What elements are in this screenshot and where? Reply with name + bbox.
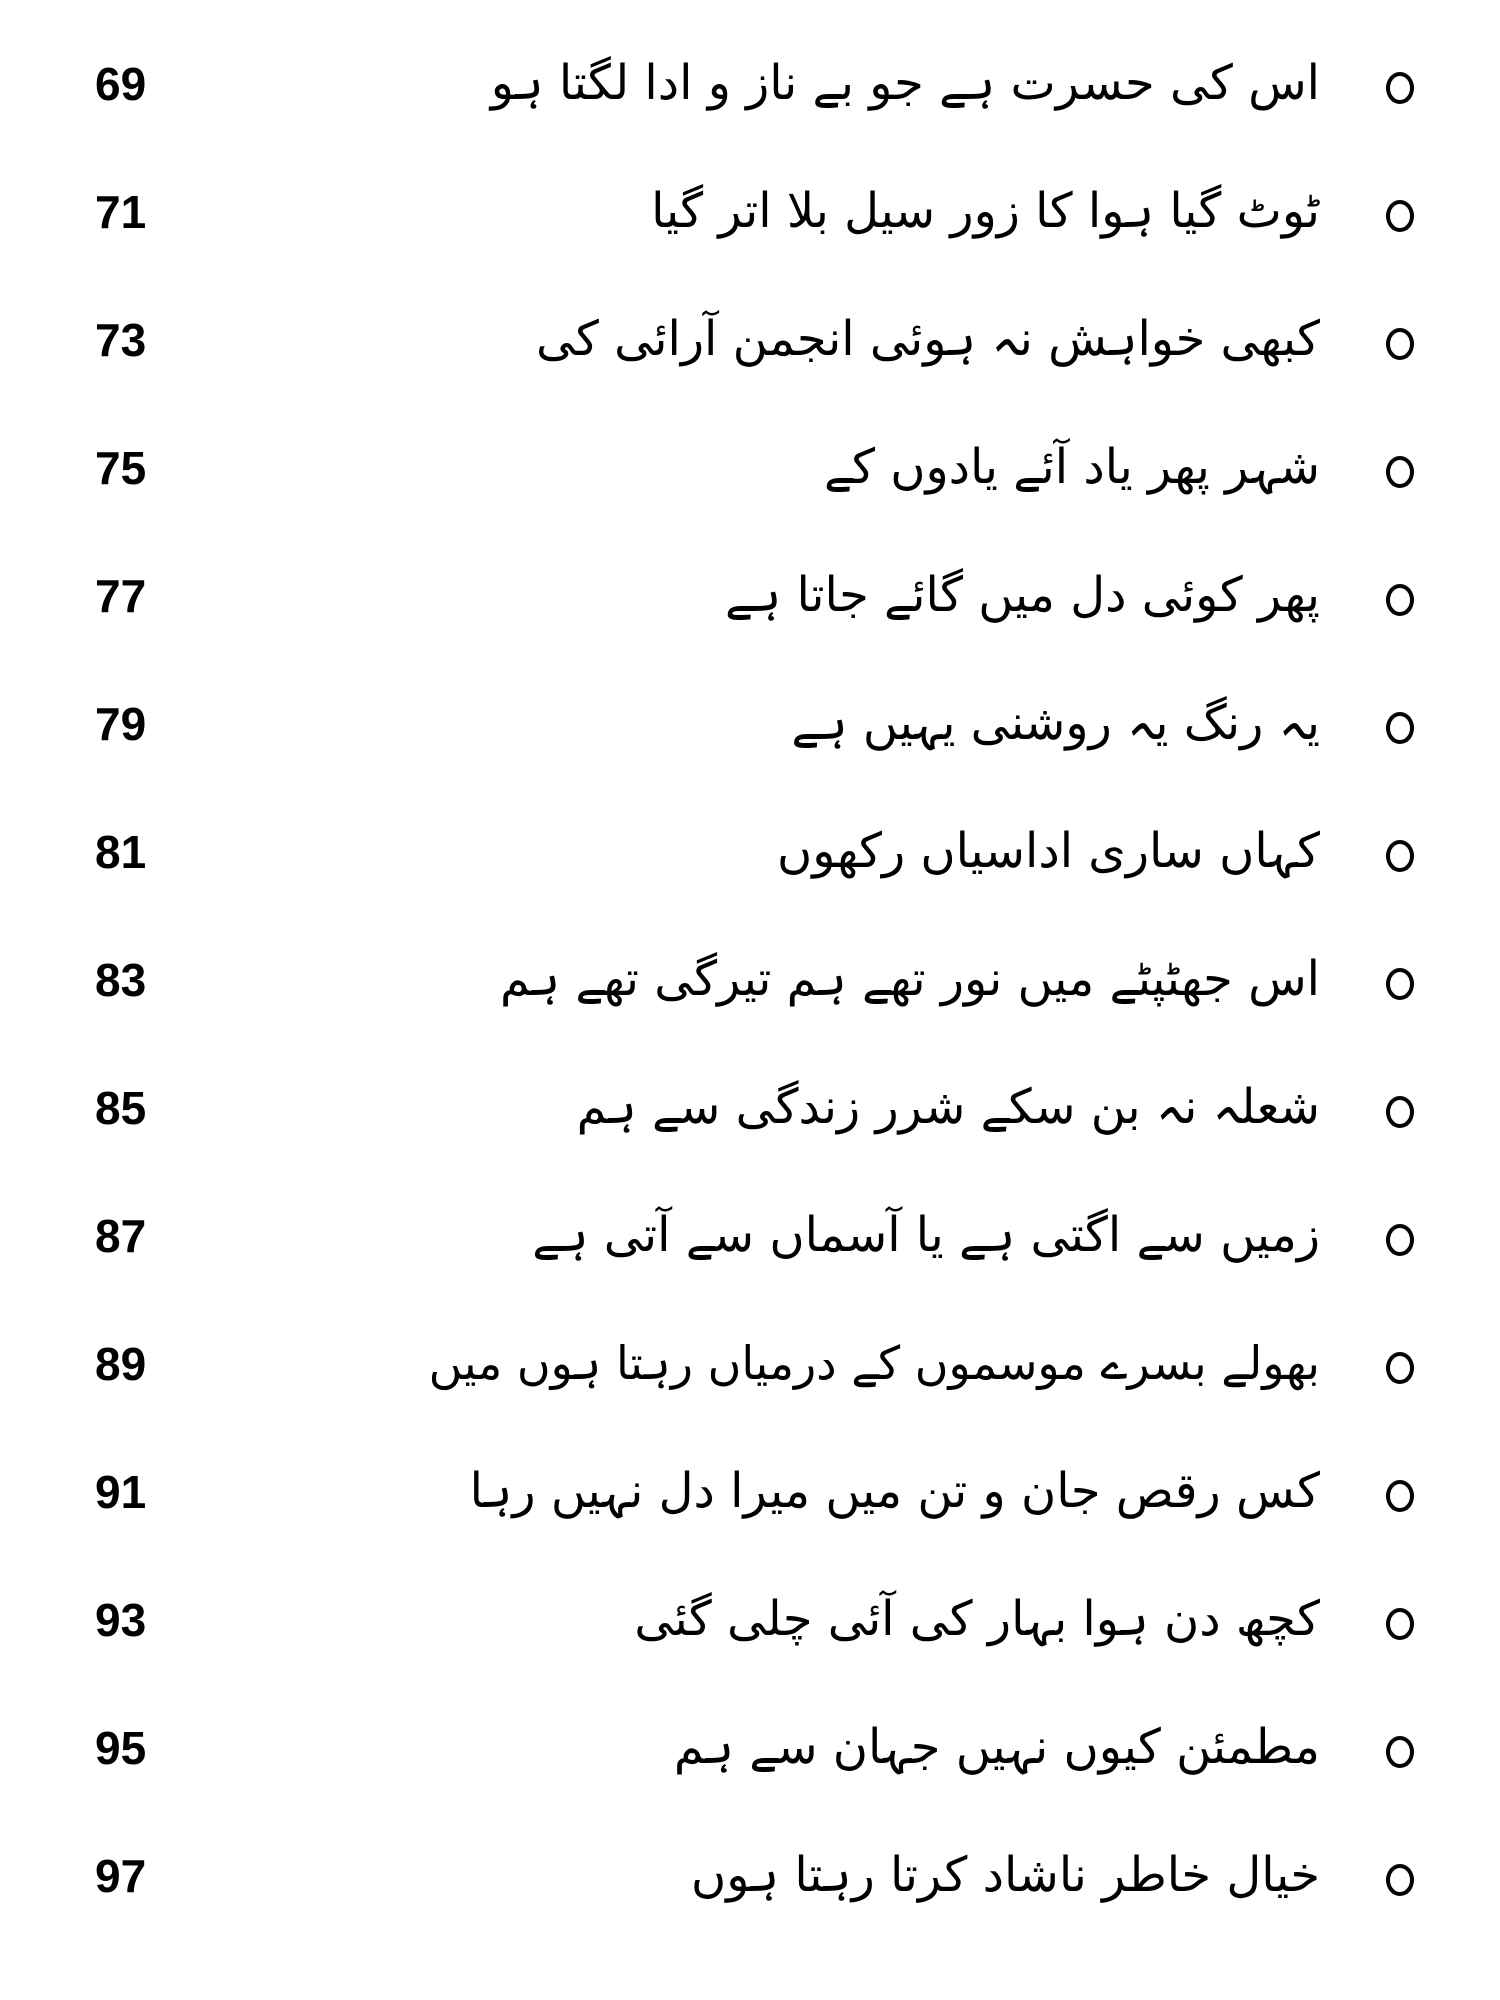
toc-entry bbox=[0, 938, 1500, 1038]
entry-title: کہاں ساری اداسیاں رکھوں bbox=[776, 823, 1320, 879]
bullet-circle-icon bbox=[1386, 584, 1414, 616]
entry-title: شہر پھر یاد آئے یادوں کے bbox=[823, 439, 1320, 495]
toc-entry bbox=[0, 1834, 1500, 1934]
bullet-circle-icon bbox=[1386, 1608, 1414, 1640]
bullet-circle-icon bbox=[1386, 456, 1414, 488]
entry-title: بھولے بسرے موسموں کے درمیاں رہتا ہوں میں bbox=[428, 1336, 1320, 1390]
bullet-circle-icon bbox=[1386, 1352, 1414, 1384]
toc-entry bbox=[0, 810, 1500, 910]
toc-entry bbox=[0, 1578, 1500, 1678]
page-number: 89 bbox=[95, 1338, 147, 1390]
page-number: 97 bbox=[95, 1850, 147, 1902]
bullet-circle-icon bbox=[1386, 200, 1414, 232]
toc-entry bbox=[0, 682, 1500, 782]
entry-title: پھر کوئی دل میں گائے جاتا ہے bbox=[724, 567, 1320, 623]
page-number: 79 bbox=[95, 698, 147, 750]
entry-title: ٹوٹ گیا ہوا کا زور سیل بلا اتر گیا bbox=[651, 183, 1320, 239]
bullet-circle-icon bbox=[1386, 968, 1414, 1000]
bullet-circle-icon bbox=[1386, 1736, 1414, 1768]
page-number: 91 bbox=[95, 1466, 147, 1518]
entry-title: شعلہ نہ بن سکے شرر زندگی سے ہم bbox=[576, 1079, 1320, 1135]
toc-entry bbox=[0, 1194, 1500, 1294]
page-number: 69 bbox=[95, 58, 147, 110]
page-number: 87 bbox=[95, 1210, 147, 1262]
page-number: 75 bbox=[95, 442, 147, 494]
page-number: 85 bbox=[95, 1082, 147, 1134]
entry-title: کچھ دن ہوا بہار کی آئی چلی گئی bbox=[634, 1591, 1320, 1647]
page-number: 95 bbox=[95, 1722, 147, 1774]
toc-entry bbox=[0, 426, 1500, 526]
toc-entry bbox=[0, 1706, 1500, 1806]
page-number: 93 bbox=[95, 1594, 147, 1646]
bullet-circle-icon bbox=[1386, 1864, 1414, 1896]
bullet-circle-icon bbox=[1386, 712, 1414, 744]
toc-entry bbox=[0, 170, 1500, 270]
page-number: 77 bbox=[95, 570, 147, 622]
toc-entry bbox=[0, 1066, 1500, 1166]
entry-title: زمیں سے اگتی ہے یا آسماں سے آتی ہے bbox=[532, 1207, 1320, 1263]
bullet-circle-icon bbox=[1386, 328, 1414, 360]
toc-entry bbox=[0, 42, 1500, 142]
toc-entry bbox=[0, 1450, 1500, 1550]
entry-title: کس رقص جان و تن میں میرا دل نہیں رہا bbox=[469, 1463, 1320, 1519]
page-number: 81 bbox=[95, 826, 147, 878]
entry-title: یہ رنگ یہ روشنی یہیں ہے bbox=[791, 695, 1320, 751]
entry-title: اس جھٹپٹے میں نور تھے ہم تیرگی تھے ہم bbox=[500, 951, 1320, 1007]
bullet-circle-icon bbox=[1386, 1096, 1414, 1128]
toc-entry bbox=[0, 1322, 1500, 1422]
page-number: 73 bbox=[95, 314, 147, 366]
bullet-circle-icon bbox=[1386, 840, 1414, 872]
toc-entry bbox=[0, 554, 1500, 654]
entry-title: مطمئن کیوں نہیں جہان سے ہم bbox=[673, 1719, 1320, 1775]
page-number: 83 bbox=[95, 954, 147, 1006]
page-number: 71 bbox=[95, 186, 147, 238]
bullet-circle-icon bbox=[1386, 1224, 1414, 1256]
entry-title: اس کی حسرت ہے جو بے ناز و ادا لگتا ہو bbox=[490, 55, 1320, 111]
bullet-circle-icon bbox=[1386, 72, 1414, 104]
toc-entry bbox=[0, 298, 1500, 398]
bullet-circle-icon bbox=[1386, 1480, 1414, 1512]
entry-title: خیال خاطر ناشاد کرتا رہتا ہوں bbox=[690, 1847, 1320, 1903]
entry-title: کبھی خواہش نہ ہوئی انجمن آرائی کی bbox=[536, 311, 1320, 367]
